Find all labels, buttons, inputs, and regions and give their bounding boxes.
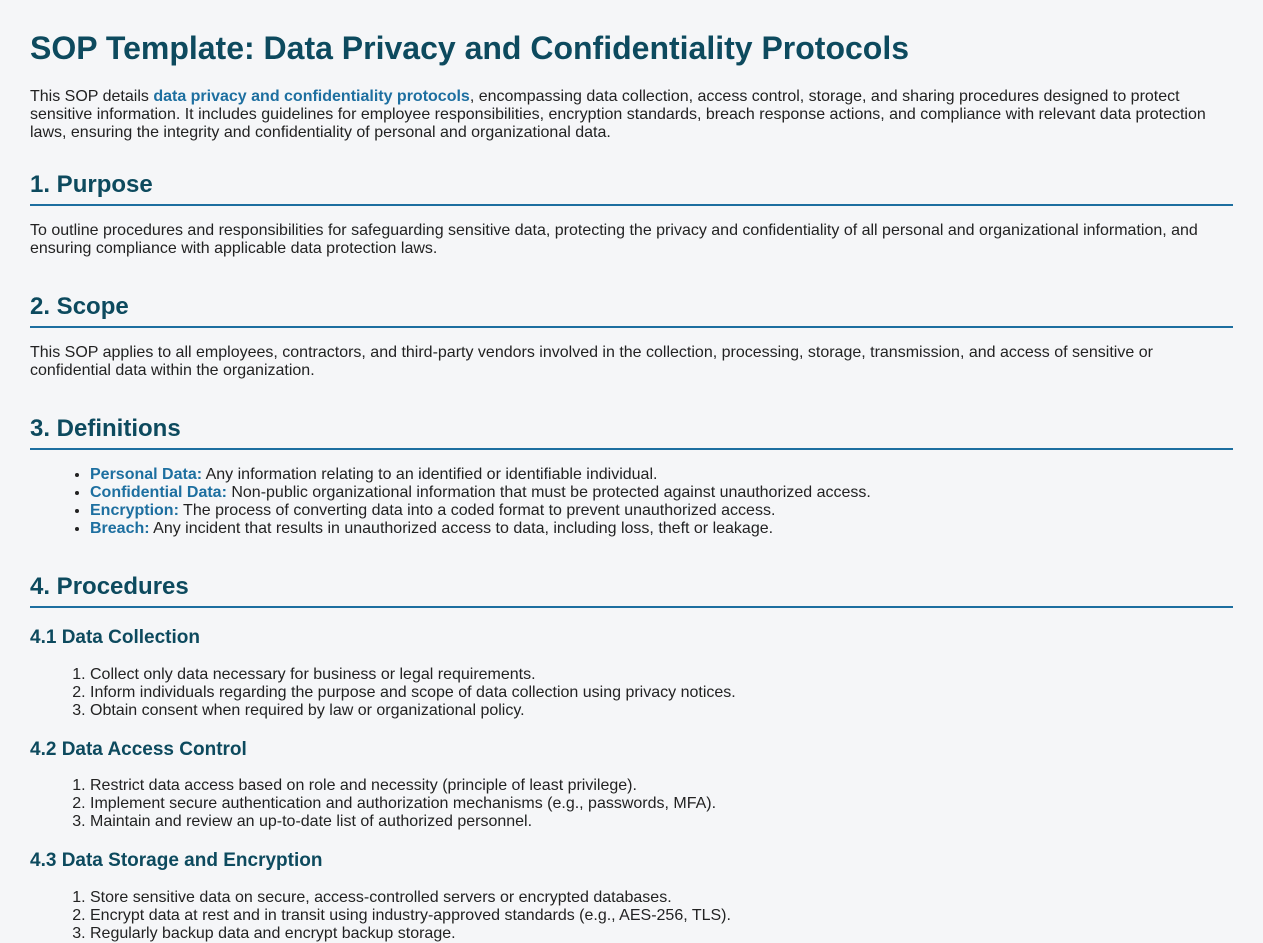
definition-term: Encryption:	[90, 502, 179, 519]
definition-item	[90, 502, 1233, 520]
definitions-list	[30, 466, 1233, 538]
definition-term: Confidential Data:	[90, 484, 227, 501]
definition-item	[90, 466, 1233, 484]
procedure-step: 3. Regularly backup data and encrypt backup storage.	[90, 925, 1233, 943]
definition-text: Any incident that results in unauthorized access to data, including loss, theft or leakage.	[149, 520, 774, 537]
definition-item	[90, 520, 1233, 538]
procedure-step: 1. Collect only data necessary for business or legal requirements.	[90, 666, 1233, 684]
definition-text: Non-public organizational information that must be protected against unauthorized access.	[226, 484, 871, 501]
definition-text: The process of converting data into a coded format to prevent unauthorized access.	[178, 502, 776, 519]
intro-text-start: This SOP details	[30, 88, 154, 105]
procedure-step: 1. Restrict data access based on role and necessity (principle of least privilege).	[90, 777, 1233, 795]
data-collection-steps	[30, 666, 1233, 720]
subsection-heading-data-collection: 4.1 Data Collection	[30, 627, 200, 648]
procedure-step: 3. Obtain consent when required by law or organizational policy.	[90, 702, 1233, 720]
procedure-step: 2. Inform individuals regarding the purpose and scope of data collection using privacy notices.	[90, 684, 1233, 702]
definition-term: Breach:	[90, 520, 150, 537]
procedure-step: 2. Encrypt data at rest and in transit using industry-approved standards (e.g., AES-256, TLS).	[90, 907, 1233, 925]
subsection-heading-storage-encryption: 4.3 Data Storage and Encryption	[30, 850, 323, 871]
intro-highlight: data privacy and confidentiality protocols	[153, 88, 470, 105]
intro-text-end: , encompassing data collection, access control, storage, and sharing procedures designed to protect sensitive information. It includes guidelines for employee responsibilities, encryption standards, breach response actions, and compliance with relevant data protection laws, ensuring the integrity and confidentiality of personal and organizational data.	[30, 88, 1206, 141]
procedures-heading: 4. Procedures	[30, 572, 1233, 608]
definitions-heading: 3. Definitions	[30, 414, 1233, 450]
subsection-heading-access-control: 4.2 Data Access Control	[30, 739, 247, 760]
storage-encryption-steps	[30, 889, 1233, 943]
page-title: SOP Template: Data Privacy and Confidentiality Protocols	[30, 30, 910, 66]
definition-text: Any information relating to an identified or identifiable individual.	[202, 466, 658, 483]
document	[30, 0, 1233, 943]
scope-heading: 2. Scope	[30, 292, 1233, 328]
intro-paragraph	[30, 88, 1233, 142]
purpose-heading: 1. Purpose	[30, 170, 1233, 206]
definition-term: Personal Data:	[90, 466, 203, 483]
procedure-step: 1. Store sensitive data on secure, access-controlled servers or encrypted databases.	[90, 889, 1233, 907]
definition-item	[90, 484, 1233, 502]
purpose-text: To outline procedures and responsibilities for safeguarding sensitive data, protecting the privacy and confidentiality of all personal and organizational information, and ensuring compliance with applicable data protection laws.	[30, 222, 1198, 257]
scope-text: This SOP applies to all employees, contractors, and third-party vendors involved in the collection, processing, storage, transmission, and access of sensitive or confidential data within the organization.	[30, 344, 1153, 379]
procedure-step: 2. Implement secure authentication and authorization mechanisms (e.g., passwords, MFA).	[90, 795, 1233, 813]
procedure-step: 3. Maintain and review an up-to-date list of authorized personnel.	[90, 813, 1233, 831]
access-control-steps	[30, 777, 1233, 831]
